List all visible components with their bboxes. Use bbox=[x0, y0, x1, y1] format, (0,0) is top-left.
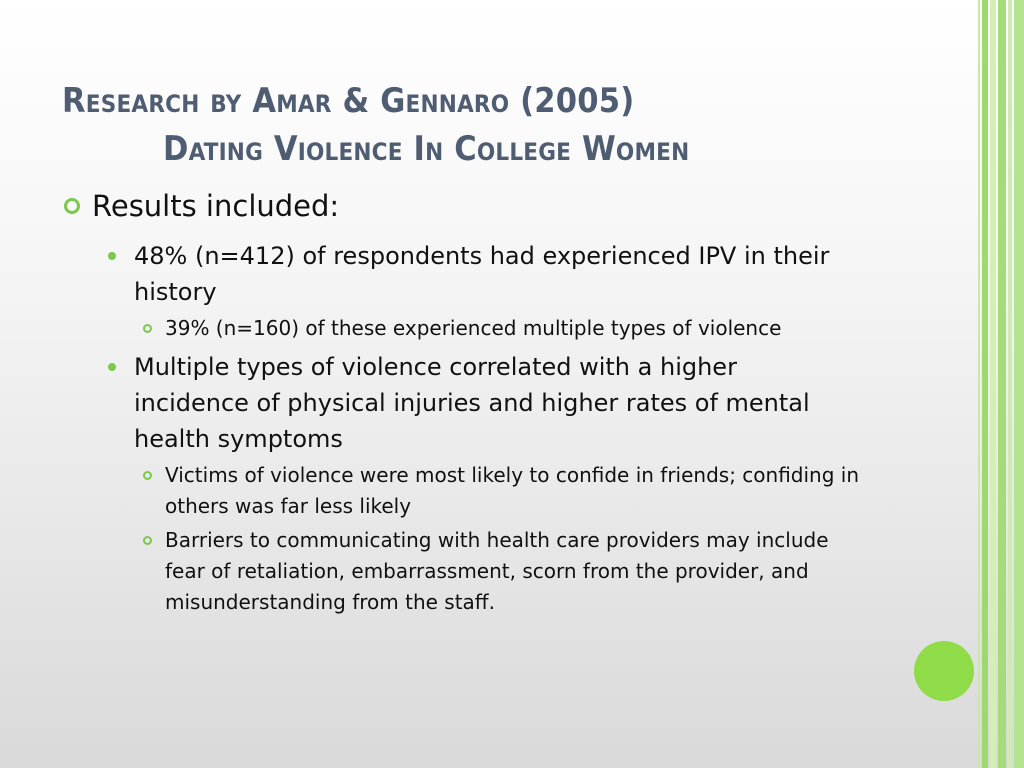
bullet-text: 48% (n=412) of respondents had experienced IPV in their history bbox=[134, 242, 830, 306]
bullet-ipv-history bbox=[108, 238, 844, 310]
right-border-stripe bbox=[978, 0, 980, 768]
right-border-stripe bbox=[982, 0, 988, 768]
slide-content bbox=[64, 186, 964, 618]
decorative-green-circle bbox=[914, 641, 974, 701]
bullet-communication-barriers bbox=[143, 525, 865, 618]
ring-bullet-icon bbox=[64, 198, 80, 214]
bullet-text: Barriers to communicating with health care providers may include fear of retaliation, embarrassment, scorn from the provider, and misunderstanding from the staff. bbox=[165, 528, 829, 614]
slide-title bbox=[62, 77, 962, 173]
bullet-violence-correlation bbox=[108, 349, 844, 457]
right-border-stripe bbox=[1014, 0, 1024, 768]
bullet-text: Multiple types of violence correlated with a higher incidence of physical injuries and higher rates of mental health symptoms bbox=[134, 353, 810, 453]
right-border-stripe bbox=[990, 0, 996, 768]
bullet-text: Results included: bbox=[92, 189, 340, 223]
right-border-stripe bbox=[1008, 0, 1012, 768]
small-ring-bullet-icon bbox=[143, 324, 152, 333]
bullet-text: 39% (n=160) of these experienced multiple types of violence bbox=[165, 316, 782, 340]
bullet-results-included bbox=[64, 186, 964, 226]
slide-title-line-2: Dating Violence In College Women bbox=[163, 128, 690, 169]
small-ring-bullet-icon bbox=[143, 471, 152, 480]
bullet-text: Victims of violence were most likely to confide in friends; confiding in others was far less likely bbox=[165, 463, 860, 518]
dot-bullet-icon bbox=[108, 252, 116, 260]
bullet-confide-friends bbox=[143, 460, 865, 522]
dot-bullet-icon bbox=[108, 363, 116, 371]
small-ring-bullet-icon bbox=[143, 536, 152, 545]
bullet-multiple-types bbox=[143, 313, 865, 344]
slide-title-line-1: Research by Amar & Gennaro (2005) bbox=[62, 80, 635, 121]
right-border-stripe bbox=[998, 0, 1006, 768]
